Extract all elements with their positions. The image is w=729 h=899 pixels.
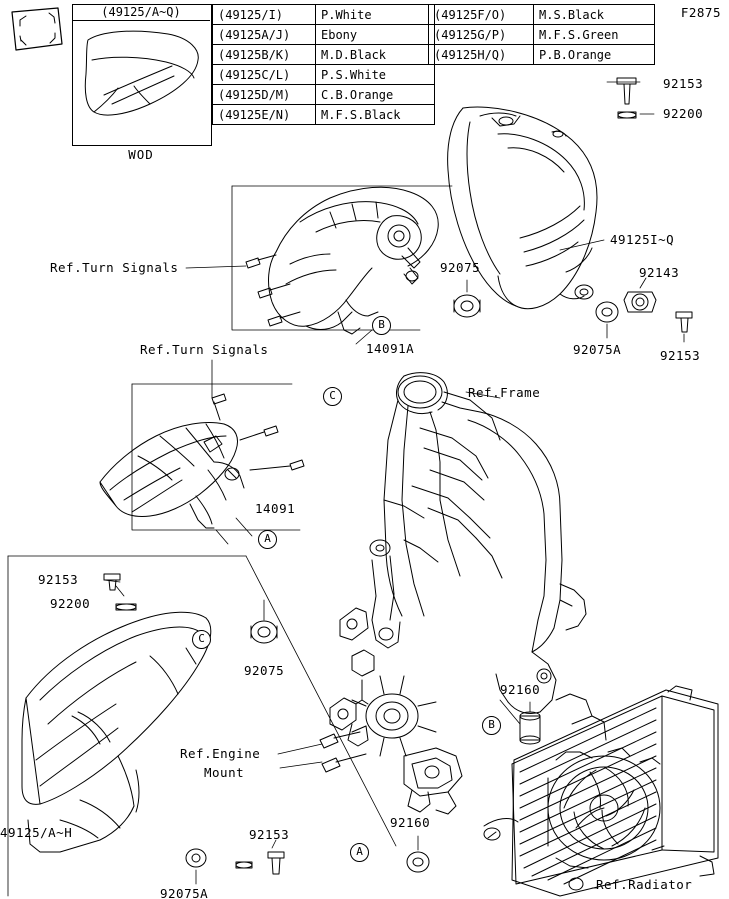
marker-b-upper: B <box>372 316 391 335</box>
color-code: (49125H/Q) <box>429 45 534 65</box>
color-code: (49125E/N) <box>213 105 316 125</box>
color-name: Ebony <box>316 25 435 45</box>
callout-ref-engine: Ref.Engine <box>180 746 261 761</box>
callout-92153-bottom: 92153 <box>249 827 290 842</box>
color-name: M.S.Black <box>534 5 655 25</box>
callout-14091A: 14091A <box>366 341 415 356</box>
table-row <box>429 5 655 25</box>
color-name: P.White <box>316 5 435 25</box>
wod-label: WOD <box>128 147 154 162</box>
wod-illustration-cell <box>72 4 212 146</box>
callout-ref-radiator: Ref.Radiator <box>596 877 693 892</box>
callout-92200-left: 92200 <box>50 596 91 611</box>
table-row <box>213 65 435 85</box>
table-row <box>213 5 435 25</box>
color-code: (49125C/L) <box>213 65 316 85</box>
wod-color-header: (49125/A~Q) <box>72 4 210 21</box>
callout-49125I-Q: 49125I~Q <box>610 232 675 247</box>
callout-ref-turn-signals-lower: Ref.Turn Signals <box>140 342 269 357</box>
color-table-right <box>428 4 655 65</box>
table-row <box>429 45 655 65</box>
marker-b-lower: B <box>482 716 501 735</box>
table-row <box>213 45 435 65</box>
callout-14091: 14091 <box>255 501 296 516</box>
sheet-code: F2875 <box>680 5 721 20</box>
color-code: (49125F/O) <box>429 5 534 25</box>
color-code: (49125/I) <box>213 5 316 25</box>
color-name: C.B.Orange <box>316 85 435 105</box>
color-name: M.F.S.Green <box>534 25 655 45</box>
callout-92075-upper: 92075 <box>440 260 481 275</box>
marker-a-bottom: A <box>350 843 369 862</box>
callout-92153-left: 92153 <box>38 572 79 587</box>
color-name: M.D.Black <box>316 45 435 65</box>
color-name: P.B.Orange <box>534 45 655 65</box>
marker-c-left: C <box>192 630 211 649</box>
color-code: (49125B/K) <box>213 45 316 65</box>
callout-92160-bottom: 92160 <box>390 815 431 830</box>
callout-ref-frame: Ref.Frame <box>468 385 541 400</box>
color-code: (49125D/M) <box>213 85 316 105</box>
color-name: P.S.White <box>316 65 435 85</box>
callout-92160-upper: 92160 <box>500 682 541 697</box>
color-table-middle <box>212 4 435 125</box>
callout-92153-right: 92153 <box>660 348 701 363</box>
color-code: (49125G/P) <box>429 25 534 45</box>
callout-92143: 92143 <box>639 265 680 280</box>
table-row <box>213 105 435 125</box>
color-code: (49125A/J) <box>213 25 316 45</box>
color-name: M.F.S.Black <box>316 105 435 125</box>
table-row <box>429 25 655 45</box>
callout-92200-top: 92200 <box>663 106 704 121</box>
callout-ref-turn-signals-upper: Ref.Turn Signals <box>50 260 179 275</box>
callout-mount: Mount <box>204 765 245 780</box>
callout-92075A-upper: 92075A <box>573 342 622 357</box>
table-row <box>213 85 435 105</box>
callout-49125-A-H: 49125/A~H <box>0 825 73 840</box>
marker-c-upper: C <box>323 387 342 406</box>
table-row <box>213 25 435 45</box>
callout-92075A-bottom: 92075A <box>160 886 209 899</box>
marker-a-left: A <box>258 530 277 549</box>
callout-92075-left: 92075 <box>244 663 285 678</box>
callout-92153-top: 92153 <box>663 76 704 91</box>
